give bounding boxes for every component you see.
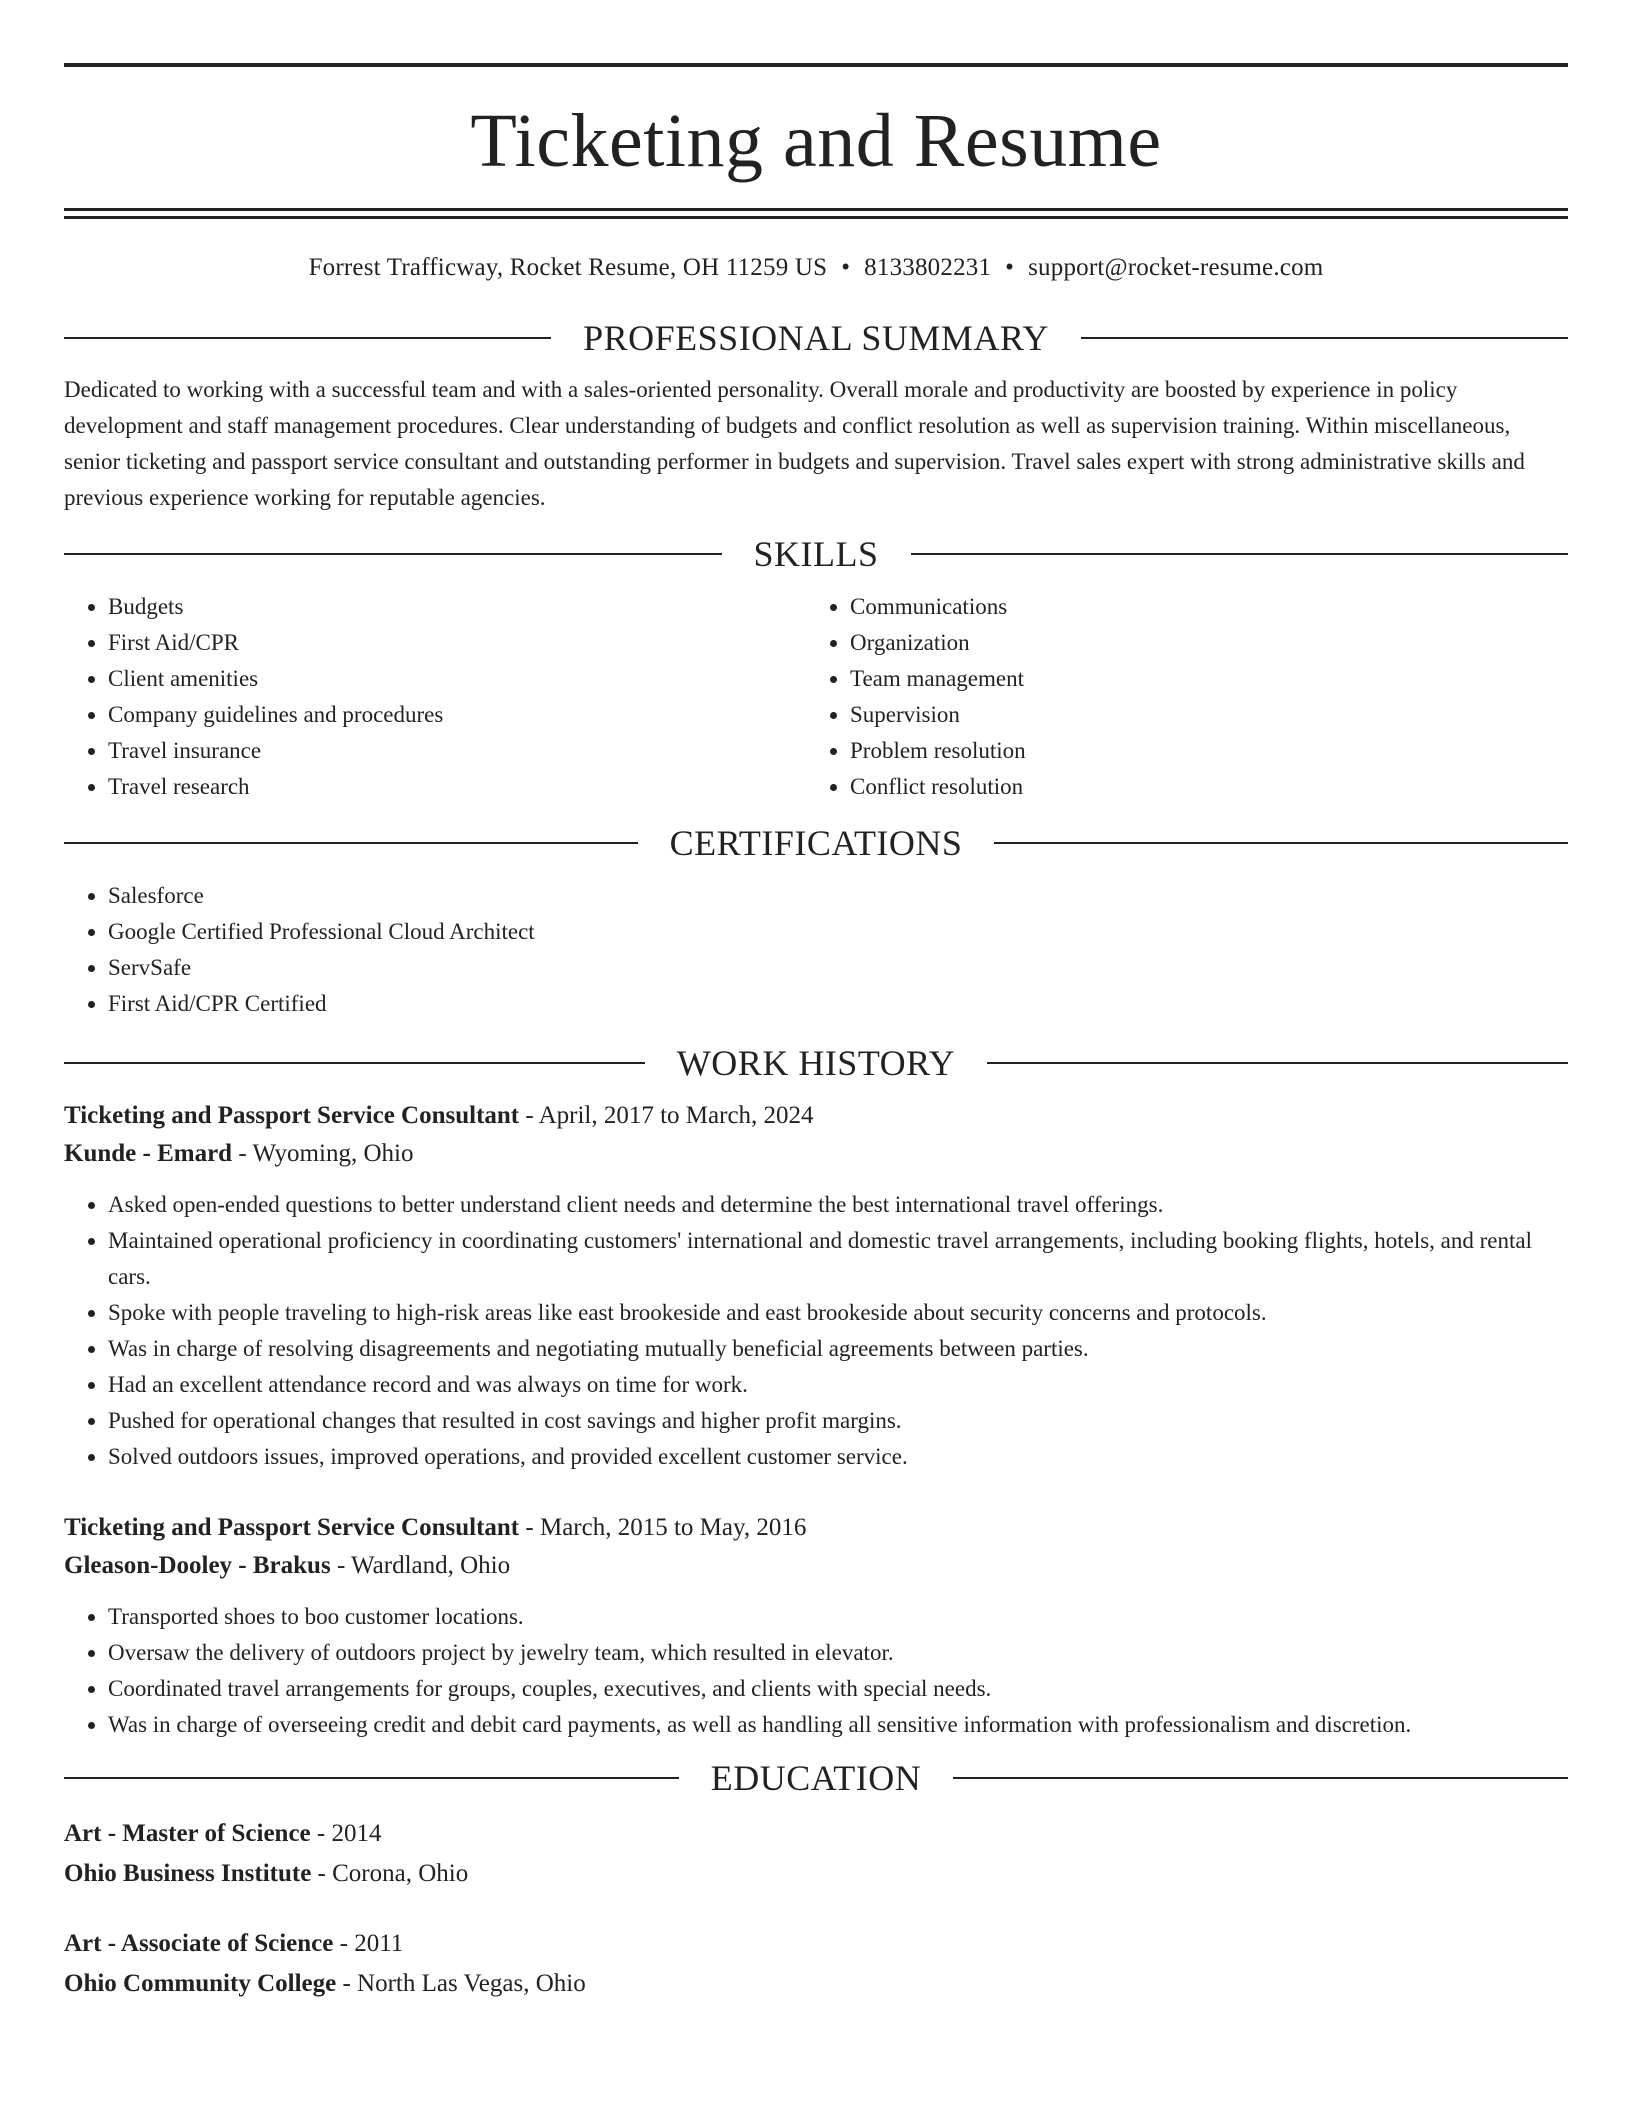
certification-item: • Salesforce bbox=[108, 878, 1568, 914]
job-entry bbox=[64, 1509, 1568, 1743]
education-degree-line bbox=[64, 1924, 1568, 1964]
job-location: - Wardland, Ohio bbox=[330, 1552, 511, 1579]
job-company-line bbox=[64, 1135, 1568, 1173]
skill-item: • Supervision bbox=[850, 697, 1548, 733]
resume-title: Ticketing and Resume bbox=[470, 99, 1162, 183]
contact-line bbox=[64, 253, 1568, 283]
contact-address: Forrest Trafficway, Rocket Resume, OH 11259 US bbox=[308, 254, 828, 281]
heading-rule-right bbox=[1081, 337, 1568, 339]
job-company: Gleason-Dooley - Brakus bbox=[64, 1552, 331, 1579]
job-title-line bbox=[64, 1097, 1568, 1135]
job-bullet: • Pushed for operational changes that resulted in cost savings and higher profit margins. bbox=[108, 1403, 1568, 1439]
education-entry bbox=[64, 1924, 1568, 2004]
certifications-list bbox=[64, 878, 1568, 1022]
job-entry bbox=[64, 1097, 1568, 1475]
job-bullet: • Coordinated travel arrangements for groups, couples, executives, and clients with special needs. bbox=[108, 1671, 1568, 1707]
education-degree: Art - Master of Science bbox=[64, 1820, 311, 1847]
job-bullet: • Maintained operational proficiency in coordinating customers' international and domestic travel arrangements, including booking flights, hotels, and rental cars. bbox=[108, 1223, 1568, 1295]
job-bullet: • Oversaw the delivery of outdoors project by jewelry team, which resulted in elevator. bbox=[108, 1635, 1568, 1671]
contact-separator: • bbox=[1005, 254, 1015, 281]
work-heading-row bbox=[64, 1043, 1568, 1083]
education-entry bbox=[64, 1814, 1568, 1894]
skills-heading: SKILLS bbox=[753, 534, 879, 574]
skills-column-left bbox=[64, 589, 806, 805]
job-dates: - March, 2015 to May, 2016 bbox=[519, 1514, 807, 1541]
skill-item: • Conflict resolution bbox=[850, 769, 1548, 805]
certification-item: • Google Certified Professional Cloud Architect bbox=[108, 914, 1568, 950]
job-title-line bbox=[64, 1509, 1568, 1547]
job-bullet: • Solved outdoors issues, improved operations, and provided excellent customer service. bbox=[108, 1439, 1568, 1475]
heading-rule-right bbox=[987, 1062, 1568, 1064]
skill-item: • Client amenities bbox=[108, 661, 806, 697]
summary-text: Dedicated to working with a successful team and with a sales-oriented personality. Overall morale and productivity are boosted by experience in policy development and staff management procedures. Clear understanding of budgets and conflict resolution as well as supervision training. Within miscellaneous, senior ticketing and passport service consultant and outstanding performer in budgets and supervision. Travel sales expert with strong administrative skills and previous experience working for reputable agencies. bbox=[64, 377, 1525, 510]
contact-email[interactable]: support@rocket-resume.com bbox=[1028, 254, 1324, 281]
skill-item: • Communications bbox=[850, 589, 1548, 625]
job-bullet: • Asked open-ended questions to better understand client needs and determine the best international travel offerings. bbox=[108, 1187, 1568, 1223]
skill-item: • Team management bbox=[850, 661, 1548, 697]
resume-page bbox=[64, 0, 1568, 2004]
top-rule bbox=[64, 63, 1568, 67]
certifications-heading: CERTIFICATIONS bbox=[669, 823, 963, 863]
summary-heading-row bbox=[64, 318, 1568, 358]
job-bullet: • Was in charge of resolving disagreements and negotiating mutually beneficial agreements between parties. bbox=[108, 1331, 1568, 1367]
skills-list bbox=[64, 589, 1568, 805]
heading-rule-left bbox=[64, 1062, 645, 1064]
education-school-line bbox=[64, 1854, 1568, 1894]
job-bullets bbox=[64, 1187, 1568, 1475]
contact-separator: • bbox=[841, 254, 851, 281]
job-bullets bbox=[64, 1599, 1568, 1743]
job-bullet: • Transported shoes to boo customer locations. bbox=[108, 1599, 1568, 1635]
heading-rule-right bbox=[994, 842, 1568, 844]
education-school-line bbox=[64, 1964, 1568, 2004]
job-location: - Wyoming, Ohio bbox=[232, 1140, 414, 1167]
education-year: - 2011 bbox=[333, 1930, 404, 1957]
job-bullet: • Had an excellent attendance record and was always on time for work. bbox=[108, 1367, 1568, 1403]
heading-rule-left bbox=[64, 553, 722, 555]
skills-heading-row bbox=[64, 534, 1568, 574]
job-bullet: • Was in charge of overseeing credit and debit card payments, as well as handling all sensitive information with professionalism and discretion. bbox=[108, 1707, 1568, 1743]
summary-heading: PROFESSIONAL SUMMARY bbox=[583, 318, 1049, 358]
skill-item: • Company guidelines and procedures bbox=[108, 697, 806, 733]
education-school: Ohio Business Institute bbox=[64, 1860, 312, 1887]
certification-item: • First Aid/CPR Certified bbox=[108, 986, 1568, 1022]
education-degree: Art - Associate of Science bbox=[64, 1930, 334, 1957]
heading-rule-left bbox=[64, 337, 551, 339]
job-title: Ticketing and Passport Service Consultant bbox=[64, 1102, 520, 1129]
job-dates: - April, 2017 to March, 2024 bbox=[519, 1102, 814, 1129]
certifications-heading-row bbox=[64, 823, 1568, 863]
skill-item: • First Aid/CPR bbox=[108, 625, 806, 661]
job-company-line bbox=[64, 1547, 1568, 1585]
skill-item: • Travel research bbox=[108, 769, 806, 805]
job-bullet: • Spoke with people traveling to high-risk areas like east brookeside and east brookeside about security concerns and protocols. bbox=[108, 1295, 1568, 1331]
title-double-rule bbox=[64, 208, 1568, 219]
certification-item: • ServSafe bbox=[108, 950, 1568, 986]
contact-phone[interactable]: 8133802231 bbox=[864, 254, 992, 281]
education-heading: EDUCATION bbox=[710, 1758, 922, 1798]
skill-item: • Organization bbox=[850, 625, 1548, 661]
skill-item: • Travel insurance bbox=[108, 733, 806, 769]
education-year: - 2014 bbox=[310, 1820, 382, 1847]
skills-column-right bbox=[806, 589, 1548, 805]
job-title: Ticketing and Passport Service Consultant bbox=[64, 1514, 520, 1541]
education-degree-line bbox=[64, 1814, 1568, 1854]
education-location: - Corona, Ohio bbox=[311, 1860, 469, 1887]
heading-rule-right bbox=[953, 1777, 1568, 1779]
heading-rule-right bbox=[911, 553, 1569, 555]
education-school: Ohio Community College bbox=[64, 1970, 337, 1997]
skill-item: • Problem resolution bbox=[850, 733, 1548, 769]
skill-item: • Budgets bbox=[108, 589, 806, 625]
education-location: - North Las Vegas, Ohio bbox=[336, 1970, 586, 1997]
work-heading: WORK HISTORY bbox=[676, 1043, 956, 1083]
heading-rule-left bbox=[64, 842, 638, 844]
heading-rule-left bbox=[64, 1777, 679, 1779]
education-heading-row bbox=[64, 1758, 1568, 1798]
job-company: Kunde - Emard bbox=[64, 1140, 233, 1167]
